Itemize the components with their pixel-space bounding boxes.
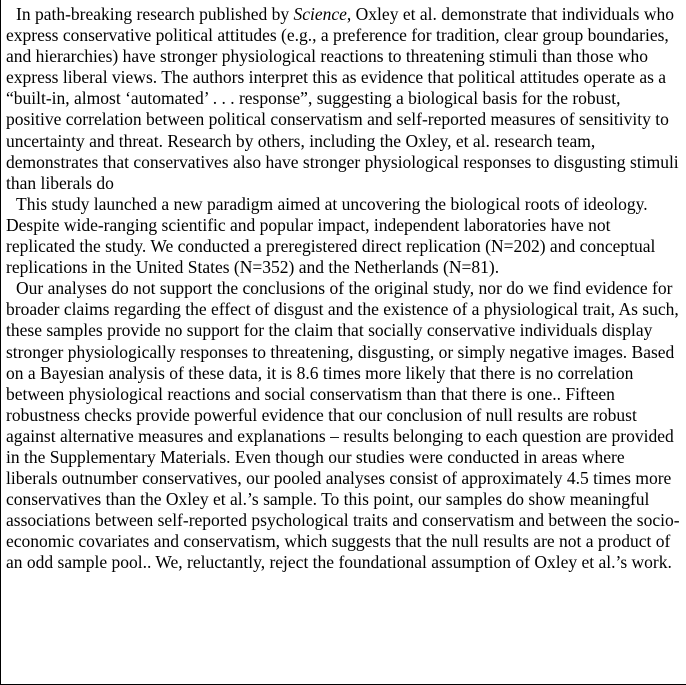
paragraph-2: This study launched a new paradigm aimed at uncovering the biological roots of ideology. Despite wide-ranging scientific and popular impact, independent laboratories have not replicated the study. We conducted a preregistered direct replication (N=202) and conceptual replications in the United States (N=352) and the Netherlands (N=81).	[6, 193, 656, 278]
paragraph-1-body: , Oxley et al. demonstrate that individuals who express conservative political attitudes (e.g., a preference for tradition, clear group boundaries, and hierarchies) have stronger physiological reactions to threatening stimuli than those who express liberal views. The authors interpret this as evidence that political attitudes operate as a “built-in, almost ‘automated’ . . . response”, suggesting a biological basis for the robust, positive correlation between political conservatism and self-reported measures of sensitivity to uncertainty and threat. Research by others, including the Oxley, et al. research team, demonstrates that conservatives also have stronger physiological responses to disgusting stimuli than liberals do	[6, 4, 679, 193]
paragraph-1-lead: In path-breaking research published by	[16, 4, 294, 24]
paragraph-1	[6, 4, 680, 194]
journal-name: Science	[293, 4, 347, 24]
paragraph-3: Our analyses do not support the conclusions of the original study, nor do we find evidence for broader claims regarding the effect of disgust and the existence of a physiological trait, As such, these samples provide no support for the claim that socially conservative individuals display stronger physiologically responses to threatening, disgusting, or simply negative images. Based on a Bayesian analysis of these data, it is 8.6 times more likely that there is no correlation between physiological reactions and social conservatism than that there is one.. Fifteen robustness checks provide powerful evidence that our conclusion of null results are robust against alternative measures and explanations – results belonging to each question are provided in the Supplementary Materials. Even though our studies were conducted in areas where liberals outnumber conservatives, our pooled analyses consist of approximately 4.5 times more conservatives than the Oxley et al.’s sample. To this point, our samples do show meaningful associations between self-reported psychological traits and conservatism and between the socio-economic covariates and conservatism, which suggests that the null results are not a product of an odd sample pool.. We, reluctantly, reject the foundational assumption of Oxley et al.’s work.	[6, 278, 680, 573]
